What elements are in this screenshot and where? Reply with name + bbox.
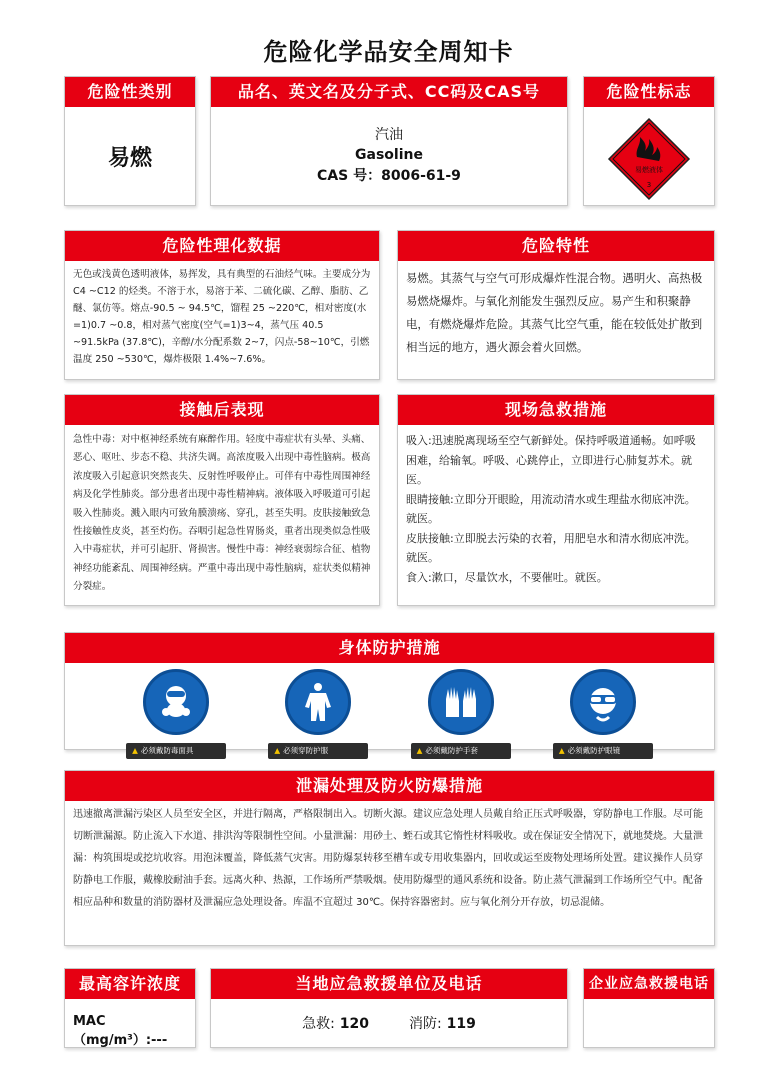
ppe-label-suit: 必须穿防护服	[283, 746, 329, 755]
leak-text: 迅速撤离泄漏污染区人员至安全区，并进行隔离，严格限制出入。切断火源。建议应急处理人员戴自给正压式呼吸器，穿防静电工作服。尽可能切断泄漏源。防止流入下水道、排洪沟等限制性空间。小量泄漏：用砂土、蛭石或其它惰性材料吸收。或在保证安全情况下，就地焚烧。大量泄漏：构筑围堤或挖坑收容。用泡沫覆盖，降低蒸气灾害。用防爆泵转移至槽车或专用收集器内，回收或运至废物处理场所处置。建议操作人员穿防静电工作服，戴橡胶耐油手套。远离火种、热源，工作场所严禁吸烟。使用防爆型的通风系统和设备。防止蒸气泄漏到工作场所空气中。配备相应品种和数量的消防器材及泄漏应急处理设备。库温不宜超过 30℃。保持容器密封。应与氧化剂分开存放，切忌混储。	[73, 809, 703, 908]
hazard-class-box	[64, 76, 196, 206]
first-aid-phone	[302, 1013, 369, 1033]
page-title: 危险化学品安全周知卡	[263, 38, 514, 66]
first-aid-eye: 眼睛接触:立即分开眼睑，用流动清水或生理盐水彻底冲洗。就医。	[406, 492, 696, 525]
local-emergency-header: 当地应急救援单位及电话	[211, 969, 567, 999]
hazard-sign-label: 易燃液体	[635, 166, 663, 174]
product-name-en: Gasoline	[355, 147, 423, 163]
product-box	[210, 76, 568, 206]
gloves-icon	[428, 669, 494, 735]
exposure-header: 接触后表现	[65, 395, 379, 425]
protective-suit-icon	[285, 669, 351, 735]
respirator-icon	[143, 669, 209, 735]
first-aid-phone-number: 120	[339, 1016, 369, 1032]
ppe-item-gloves: ▲ 必须戴防护手套	[401, 669, 521, 759]
hazard-props-text: 易燃。其蒸气与空气可形成爆炸性混合物。遇明火、高热极易燃烧爆炸。与氧化剂能发生强烈反应。易产生和积聚静电，有燃烧爆炸危险。其蒸气比空气重，能在较低处扩散到相当远的地方，遇火源会着火回燃。	[406, 271, 703, 354]
flammable-liquid-icon	[607, 117, 691, 201]
ppe-box	[64, 632, 715, 755]
company-emergency-box	[583, 968, 715, 1048]
fire-phone	[409, 1013, 476, 1033]
ppe-item-goggles: ▲ 必须戴防护眼镜	[543, 669, 663, 759]
first-aid-ingestion: 食入:漱口，尽量饮水，不要催吐。就医。	[406, 570, 608, 584]
mac-box	[64, 968, 196, 1048]
exposure-box	[64, 394, 380, 606]
hazard-sign-box	[583, 76, 715, 206]
first-aid-phone-label: 急救:	[302, 1016, 335, 1032]
first-aid-skin: 皮肤接触:立即脱去污染的衣着，用肥皂水和清水彻底冲洗。就医。	[406, 531, 696, 564]
product-header: 品名、英文名及分子式、CC码及CAS号	[211, 77, 567, 107]
ppe-item-suit: ▲ 必须穿防护服	[258, 669, 378, 759]
hazard-class-value: 易燃	[107, 146, 152, 171]
company-emergency-header: 企业应急救援电话	[584, 969, 714, 999]
phys-chem-box	[64, 230, 380, 380]
ppe-item-respirator: ▲ 必须戴防毒面具	[116, 669, 236, 759]
fire-phone-number: 119	[446, 1016, 476, 1032]
goggles-icon	[570, 669, 636, 735]
ppe-label-respirator: 必须戴防毒面具	[140, 746, 194, 755]
hazard-props-header: 危险特性	[398, 231, 714, 261]
fire-phone-label: 消防:	[409, 1016, 442, 1032]
ppe-header: 身体防护措施	[65, 633, 714, 663]
mac-value: MAC（mg/m³）:---	[73, 1014, 168, 1048]
phys-chem-text: 无色或浅黄色透明液体，易挥发，具有典型的石油烃气味。主要成分为 C4 ~C12 的烃类。不溶于水，易溶于苯、二硫化碳、乙醇、脂肪、乙醚、氯仿等。熔点-90.5 ~ 94.5℃，馏程 25 ~220℃，相对密度(水=1)0.7 ~0.8，相对蒸气密度(空气=1)3~4，蒸气压 40.5 ~91.5kPa (37.8℃)，辛醇/水分配系数 2~7，闪点-58~10℃，引燃温度 250 ~530℃，爆炸极限 1.4%~7.6%。	[73, 269, 371, 365]
leak-box	[64, 770, 715, 946]
exposure-text: 急性中毒：对中枢神经系统有麻醉作用。轻度中毒症状有头晕、头痛、恶心、呕吐、步态不稳、共济失调。高浓度吸入出现中毒性脑病。极高浓度吸入引起意识突然丧失、反射性呼吸停止。可伴有中毒性周围神经病及化学性肺炎。部分患者出现中毒性精神病。液体吸入呼吸道可引起吸入性肺炎。溅入眼内可致角膜溃疡、穿孔，甚至失明。皮肤接触致急性接触性皮炎，甚至灼伤。吞咽引起急性胃肠炎，重者出现类似急性吸入中毒症状，并可引起肝、肾损害。慢性中毒：神经衰弱综合征、植物神经功能紊乱、周围神经病。严重中毒出现中毒性脑病，症状类似精神分裂症。	[73, 434, 371, 593]
product-name-cn: 汽油	[375, 127, 403, 143]
ppe-label-gloves: 必须戴防护手套	[425, 746, 478, 755]
phys-chem-header: 危险性理化数据	[65, 231, 379, 261]
product-cas: CAS 号：8006-61-9	[317, 168, 461, 184]
ppe-label-goggles: 必须戴防护眼镜	[567, 746, 621, 755]
hazard-props-box	[397, 230, 715, 380]
leak-header: 泄漏处理及防火防爆措施	[65, 771, 714, 801]
first-aid-box	[397, 394, 715, 606]
hazard-class-header: 危险性类别	[65, 77, 195, 107]
hazard-sign-header: 危险性标志	[584, 77, 714, 107]
first-aid-header: 现场急救措施	[398, 395, 714, 425]
hazard-sign-class: 3	[646, 181, 652, 189]
mac-header: 最高容许浓度	[65, 969, 195, 999]
first-aid-inhalation: 吸入:迅速脱离现场至空气新鲜处。保持呼吸道通畅。如呼吸困难，给输氧。呼吸、心跳停止，立即进行心肺复苏术。就医。	[406, 434, 696, 486]
local-emergency-box	[210, 968, 568, 1048]
